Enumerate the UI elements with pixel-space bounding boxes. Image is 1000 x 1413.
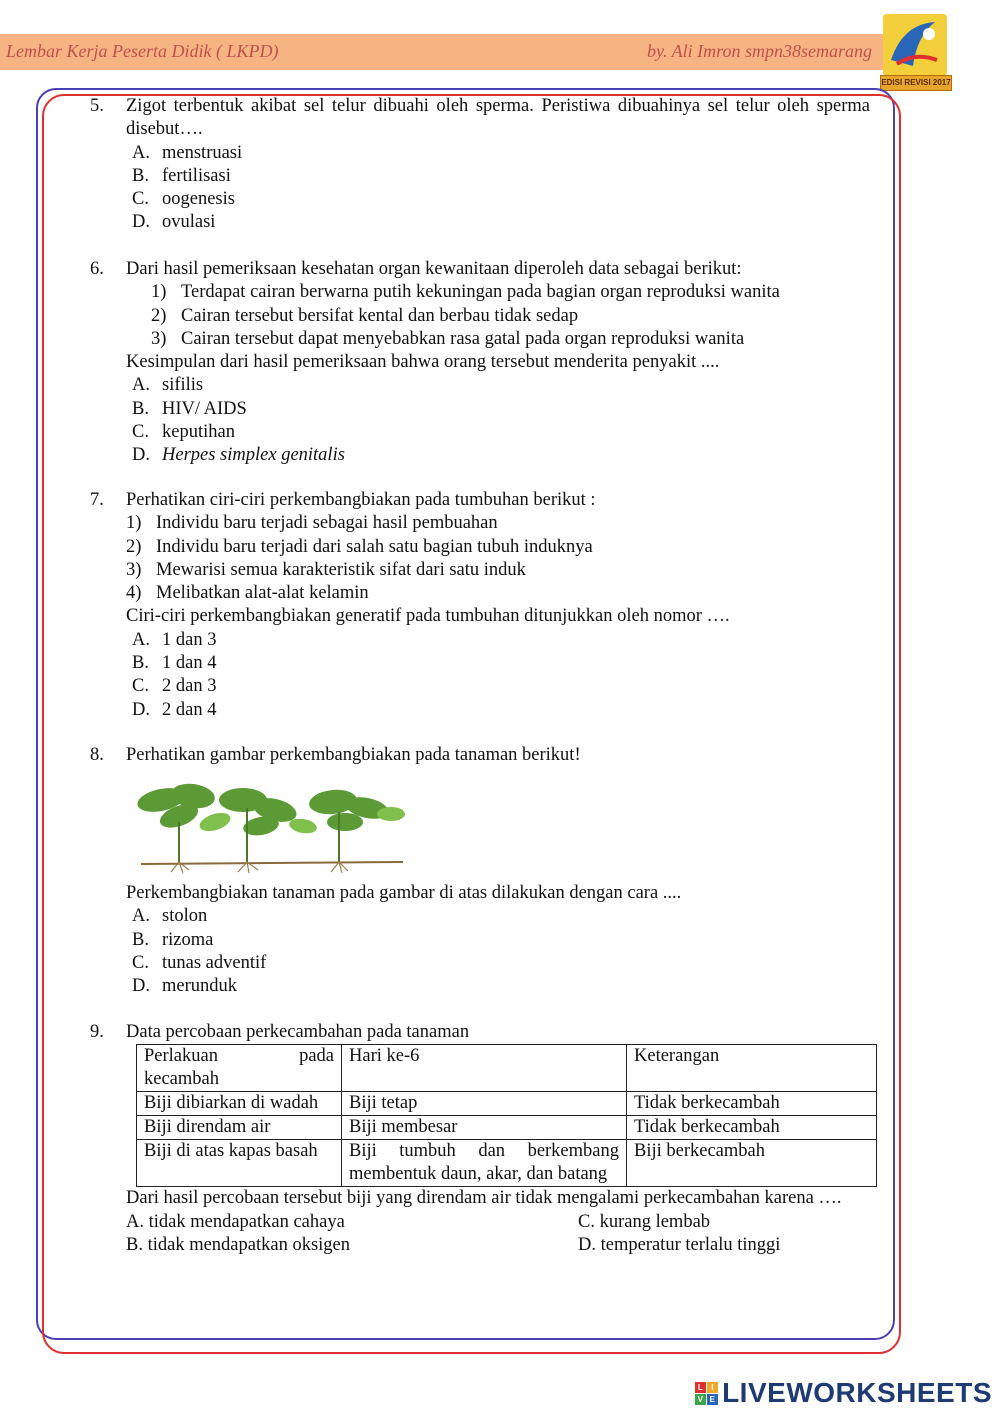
question-text: Dari hasil pemeriksaan kesehatan organ kewanitaan diperoleh data sebagai berikut: xyxy=(126,259,742,279)
option-c[interactable]: C. kurang lembab xyxy=(578,1211,711,1232)
table-cell: Tidak berkecambah xyxy=(627,1092,877,1116)
question-number: 6. xyxy=(90,259,104,279)
list-item: 3) Mewarisi semua karakteristik sifat dari satu induk xyxy=(126,559,526,580)
table-cell: Biji tetap xyxy=(342,1092,627,1116)
question-number: 7. xyxy=(90,490,104,510)
question-6 xyxy=(90,258,870,468)
table-header: Perlakuan pada kecambah xyxy=(137,1045,342,1092)
option-c[interactable]: C. oogenesis xyxy=(132,189,235,210)
brand-text: LIVEWORKSHEETS xyxy=(722,1377,992,1408)
table-cell: Biji berkecambah xyxy=(627,1140,877,1187)
question-number: 8. xyxy=(90,745,104,765)
table-header-row xyxy=(137,1045,877,1092)
liveworksheets-mark-icon: L I V E xyxy=(695,1382,718,1405)
option-d[interactable]: D. 2 dan 4 xyxy=(132,699,217,720)
question-text: Data percobaan perkecambahan pada tanaman xyxy=(126,1022,470,1042)
table-cell: Biji membesar xyxy=(342,1116,627,1140)
option-b[interactable]: B. HIV/ AIDS xyxy=(132,398,247,419)
question-number: 5. xyxy=(90,96,104,116)
option-b[interactable]: B. rizoma xyxy=(132,929,214,950)
option-a[interactable]: A. sifilis xyxy=(132,375,204,396)
experiment-table xyxy=(136,1044,877,1187)
table-header: Keterangan xyxy=(627,1045,877,1092)
question-prompt: Perkembangbiakan tanaman pada gambar di atas dilakukan dengan cara .... xyxy=(126,883,682,903)
table-row xyxy=(137,1140,877,1187)
list-item: 2) Individu baru terjadi dari salah satu bagian tubuh induknya xyxy=(126,536,593,557)
table-row xyxy=(137,1116,877,1140)
option-d[interactable]: D. ovulasi xyxy=(132,212,216,233)
question-9 xyxy=(90,1021,870,1257)
list-item: 1) Terdapat cairan berwarna putih kekuningan pada bagian organ reproduksi wanita xyxy=(151,282,780,303)
option-d[interactable]: D. temperatur terlalu tinggi xyxy=(578,1234,781,1255)
table-cell: Biji tumbuh dan berkembang membentuk daun, akar, dan batang xyxy=(342,1140,627,1187)
option-b[interactable]: B. fertilisasi xyxy=(132,165,231,186)
question-text: Perhatikan gambar perkembangbiakan pada tanaman berikut! xyxy=(126,745,581,765)
question-text: Perhatikan ciri-ciri perkembangbiakan pada tumbuhan berikut : xyxy=(126,490,596,510)
options-row xyxy=(126,1234,870,1257)
edition-badge: EDISI REVISI 2017 xyxy=(880,75,952,91)
option-a[interactable]: A. stolon xyxy=(132,906,208,927)
question-text: Zigot terbentuk akibat sel telur dibuahi oleh sperma. Peristiwa dibuahinya sel telur oleh sperma disebut…. xyxy=(126,96,870,140)
table-header: Hari ke-6 xyxy=(342,1045,627,1092)
question-8 xyxy=(90,744,870,767)
list-item: 2) Cairan tersebut bersifat kental dan berbau tidak sedap xyxy=(151,305,579,326)
table-cell: Biji di atas kapas basah xyxy=(137,1140,342,1187)
table-row xyxy=(137,1092,877,1116)
option-a[interactable]: A. 1 dan 3 xyxy=(132,629,217,650)
kurikulum-logo-icon xyxy=(883,14,947,76)
question-prompt: Dari hasil percobaan tersebut biji yang direndam air tidak mengalami perkecambahan karena …. xyxy=(126,1188,842,1209)
table-cell: Biji dibiarkan di wadah xyxy=(137,1092,342,1116)
liveworksheets-logo[interactable] xyxy=(695,1377,992,1409)
option-c[interactable]: C. tunas adventif xyxy=(132,952,267,973)
option-a[interactable]: A. tidak mendapatkan cahaya xyxy=(126,1211,345,1232)
option-d[interactable]: D. merunduk xyxy=(132,976,238,997)
list-item: 3) Cairan tersebut dapat menyebabkan rasa gatal pada organ reproduksi wanita xyxy=(151,328,745,349)
header-title: Lembar Kerja Peserta Didik ( LKPD) xyxy=(6,41,279,61)
question-number: 9. xyxy=(90,1022,104,1042)
question-prompt: Ciri-ciri perkembangbiakan generatif pada tumbuhan ditunjukkan oleh nomor …. xyxy=(126,606,730,627)
list-item: 4) Melibatkan alat-alat kelamin xyxy=(126,583,369,604)
option-c[interactable]: C. keputihan xyxy=(132,422,235,443)
option-c[interactable]: C. 2 dan 3 xyxy=(132,676,217,697)
header-author: by. Ali Imron smpn38semarang xyxy=(647,41,872,61)
question-prompt: Kesimpulan dari hasil pemeriksaan bahwa orang tersebut menderita penyakit .... xyxy=(126,352,720,373)
question-7 xyxy=(90,489,870,722)
table-cell: Tidak berkecambah xyxy=(627,1116,877,1140)
strawberry-stolon-image xyxy=(135,782,407,874)
option-d[interactable]: D. Herpes simplex genitalis xyxy=(132,445,345,466)
options-row xyxy=(126,1211,870,1234)
table-cell: Biji direndam air xyxy=(137,1116,342,1140)
list-item: 1) Individu baru terjadi sebagai hasil pembuahan xyxy=(126,513,498,534)
option-b[interactable]: B. tidak mendapatkan oksigen xyxy=(126,1234,351,1255)
option-a[interactable]: A. menstruasi xyxy=(132,142,243,163)
option-b[interactable]: B. 1 dan 4 xyxy=(132,653,217,674)
question-8-prompt xyxy=(90,882,870,998)
question-5 xyxy=(90,95,870,235)
